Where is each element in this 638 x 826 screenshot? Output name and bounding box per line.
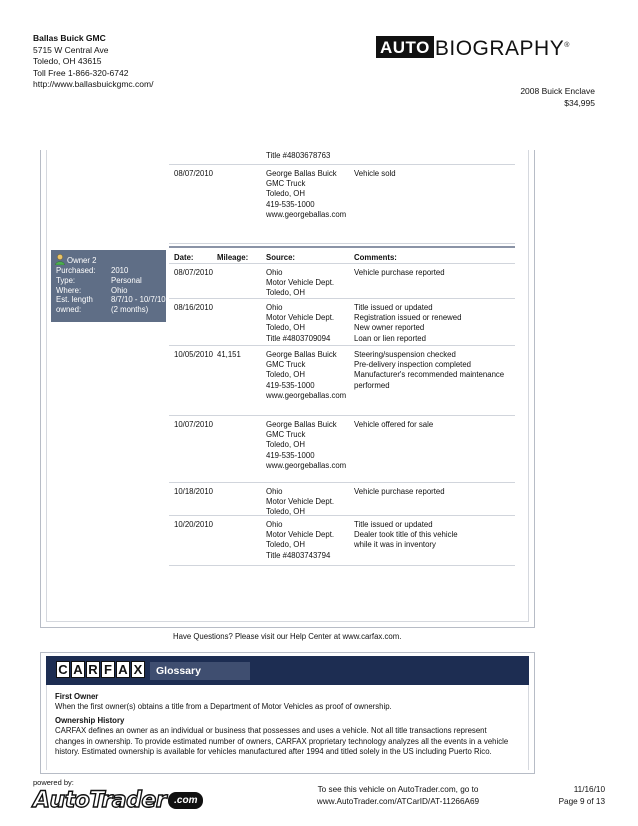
owner-2-heading [55, 254, 96, 265]
glossary-definition-line: CARFAX defines an owner as an individual or business that possesses and uses a vehicle. Not all title transactions represent [55, 726, 487, 736]
record-source-line: Motor Vehicle Dept. [266, 497, 335, 507]
glossary-term: First Owner [55, 692, 99, 701]
record-source-line: Ohio [266, 487, 283, 496]
autobiography-logo-bio-text: BIOGRAPHY [434, 37, 565, 60]
autobiography-logo-bio [435, 34, 570, 60]
vehicle-price: $34,995 [564, 97, 595, 108]
record-date: 10/07/2010 [174, 420, 214, 429]
owner-field-value: 2010 [111, 266, 129, 275]
record-comments-line: Registration issued or renewed [354, 313, 462, 323]
owner-field-value: Personal [111, 275, 142, 285]
history-record-row [169, 165, 515, 244]
previous-owner-records [169, 150, 515, 244]
history-record-row [169, 416, 515, 483]
record-comments-line: performed [354, 380, 390, 390]
vehicle-name: 2008 Buick Enclave [520, 86, 595, 96]
record-source-line: Ohio [266, 520, 283, 529]
carfax-logo-letter: R [86, 661, 100, 678]
glossary-definition-line: history. Estimated ownership is available for vehicles manufactured after 1994 and titled solely in the US including Puerto Rico. [55, 747, 492, 757]
autobiography-logo [376, 34, 570, 60]
record-comments-line: Manufacturer's recommended maintenance [354, 370, 505, 380]
history-record-row [169, 150, 515, 165]
record-comments [354, 268, 514, 278]
record-comments-line: New owner reported [354, 323, 425, 333]
record-source-line: 419-535-1000 [266, 380, 315, 390]
record-comments-line: Vehicle purchase reported [354, 268, 445, 277]
record-source-line: Toledo, OH [266, 370, 306, 380]
column-header-source: Source: [266, 253, 296, 262]
person-icon [55, 254, 65, 265]
record-date: 08/16/2010 [174, 303, 214, 312]
column-header-comments: Comments: [354, 253, 397, 262]
record-source-line: www.georgeballas.com [266, 390, 347, 400]
footer-date: 11/16/10 [573, 785, 605, 794]
record-source [266, 420, 346, 471]
owner-field-value: (2 months) [111, 305, 149, 315]
record-comments-line: while it was in inventory [354, 540, 436, 550]
record-comments-line: Steering/suspension checked [354, 350, 456, 359]
record-source-line: George Ballas Buick [266, 420, 337, 429]
dealer-info [33, 33, 153, 91]
glossary-header-bar [46, 656, 529, 685]
owner-field-value: Ohio [111, 285, 128, 295]
powered-by-label: powered by: [33, 778, 74, 787]
registered-mark: ® [564, 42, 570, 49]
footer-page-info [559, 784, 605, 807]
dealer-name: Ballas Buick GMC [33, 33, 106, 43]
autobiography-logo-auto: AUTO [376, 36, 434, 58]
record-source-line: Title #4803743794 [266, 550, 331, 560]
record-source-line: www.georgeballas.com [266, 209, 347, 219]
record-source-line: Toledo, OH [266, 189, 306, 199]
record-source-line: Toledo, OH [266, 440, 306, 450]
column-header-date: Date: [174, 253, 194, 262]
record-comments [354, 169, 514, 179]
record-source-line: Motor Vehicle Dept. [266, 313, 335, 323]
record-comments-line: Title issued or updated [354, 303, 433, 312]
record-source-line: GMC Truck [266, 430, 306, 440]
history-record-row [169, 299, 515, 346]
record-comments-line: Title issued or updated [354, 520, 433, 529]
record-comments [354, 350, 514, 391]
autotrader-logo [33, 787, 203, 813]
record-comments [354, 487, 514, 497]
autotrader-logo-text: AutoTrader [33, 787, 167, 813]
footer-line-2[interactable]: www.AutoTrader.com/ATCarID/AT-11266A69 [316, 796, 480, 806]
glossary-section [40, 652, 535, 774]
record-source-line: Title #4803709094 [266, 333, 331, 343]
owner-field-label: Purchased: [56, 266, 96, 275]
carfax-logo-letter: C [56, 661, 70, 678]
record-date: 08/07/2010 [174, 268, 214, 277]
record-source-line: George Ballas Buick [266, 350, 337, 359]
carfax-logo-letter: A [116, 661, 130, 678]
owner-2-box [51, 250, 166, 322]
record-source-line: Title #4803678763 [266, 151, 331, 160]
record-date: 10/18/2010 [174, 487, 214, 496]
carfax-logo-letter: X [131, 661, 145, 678]
record-source [266, 151, 330, 161]
record-source-line: 419-535-1000 [266, 450, 315, 460]
glossary-definition-line: When the first owner(s) obtains a title from a Department of Motor Vehicles as proof of ownership. [55, 702, 392, 712]
vehicle-summary [520, 86, 595, 109]
owner-field-label: Type: [56, 275, 76, 285]
record-mileage: 41,151 [217, 350, 241, 359]
footer-page-number: Page 9 of 13 [558, 796, 605, 806]
record-date: 10/05/2010 [174, 350, 214, 359]
footer-autotrader-link [298, 784, 498, 807]
owner-field-label: owned: [56, 305, 82, 315]
record-comments-line: Vehicle sold [354, 169, 396, 178]
record-source-line: Toledo, OH [266, 288, 306, 298]
dealer-city: Toledo, OH 43615 [33, 56, 102, 66]
record-comments-line: Loan or lien reported [354, 333, 426, 343]
record-comments [354, 303, 514, 344]
record-source [266, 169, 346, 220]
record-source-line: Toledo, OH [266, 323, 306, 333]
record-source-line: Toledo, OH [266, 507, 306, 517]
record-comments-line: Dealer took title of this vehicle [354, 530, 458, 540]
column-header-mileage: Mileage: [217, 253, 249, 262]
glossary-body [46, 685, 529, 770]
history-record-row [169, 346, 515, 416]
help-center-note: Have Questions? Please visit our Help Center at www.carfax.com. [173, 632, 402, 641]
carfax-logo-letter: A [71, 661, 85, 678]
record-comments [354, 520, 514, 551]
footer-line-1: To see this vehicle on AutoTrader.com, go to [317, 785, 479, 794]
dealer-phone: Toll Free 1-866-320-6742 [33, 67, 129, 78]
history-record-row [169, 516, 515, 566]
glossary-title: Glossary [150, 662, 250, 680]
dealer-website[interactable]: http://www.ballasbuickgmc.com/ [33, 79, 154, 89]
glossary-definition-line: changes in ownership. To provide estimated number of owners, CARFAX proprietary technology analyzes all the events in a vehicle [55, 736, 509, 746]
record-date: 10/20/2010 [174, 520, 214, 529]
record-source-line: GMC Truck [266, 360, 306, 370]
record-source [266, 520, 334, 561]
record-source-line: Motor Vehicle Dept. [266, 278, 335, 288]
record-source-line: Toledo, OH [266, 540, 306, 550]
owner-field-value: 8/7/10 - 10/7/10 [111, 295, 166, 305]
record-comments [354, 420, 514, 430]
record-source-line: Motor Vehicle Dept. [266, 530, 335, 540]
carfax-logo-letter: F [101, 661, 115, 678]
record-comments-line: Pre-delivery inspection completed [354, 360, 472, 370]
owner-field-label: Est. length [56, 295, 93, 305]
record-comments-line: Vehicle offered for sale [354, 420, 434, 429]
autotrader-logo-dotcom: .com [168, 792, 203, 809]
history-record-row [169, 483, 515, 516]
record-source [266, 350, 346, 401]
record-source-line: 419-535-1000 [266, 199, 315, 209]
record-source-line: Ohio [266, 268, 283, 277]
record-comments-line: Vehicle purchase reported [354, 487, 445, 496]
records-header-row [169, 246, 515, 264]
owner-field-label: Where: [56, 285, 82, 295]
glossary-term: Ownership History [55, 715, 125, 725]
record-date: 08/07/2010 [174, 169, 214, 178]
owner-2-title: Owner 2 [67, 256, 97, 265]
record-source-line: George Ballas Buick [266, 169, 337, 178]
record-source-line: www.georgeballas.com [266, 460, 347, 470]
record-source-line: GMC Truck [266, 179, 306, 189]
record-source [266, 303, 334, 344]
carfax-logo [56, 661, 146, 678]
history-record-row [169, 264, 515, 299]
record-source [266, 487, 334, 518]
dealer-address: 5715 W Central Ave [33, 44, 109, 55]
record-source-line: Ohio [266, 303, 283, 312]
owner-2-details [56, 266, 169, 315]
record-source [266, 268, 334, 299]
